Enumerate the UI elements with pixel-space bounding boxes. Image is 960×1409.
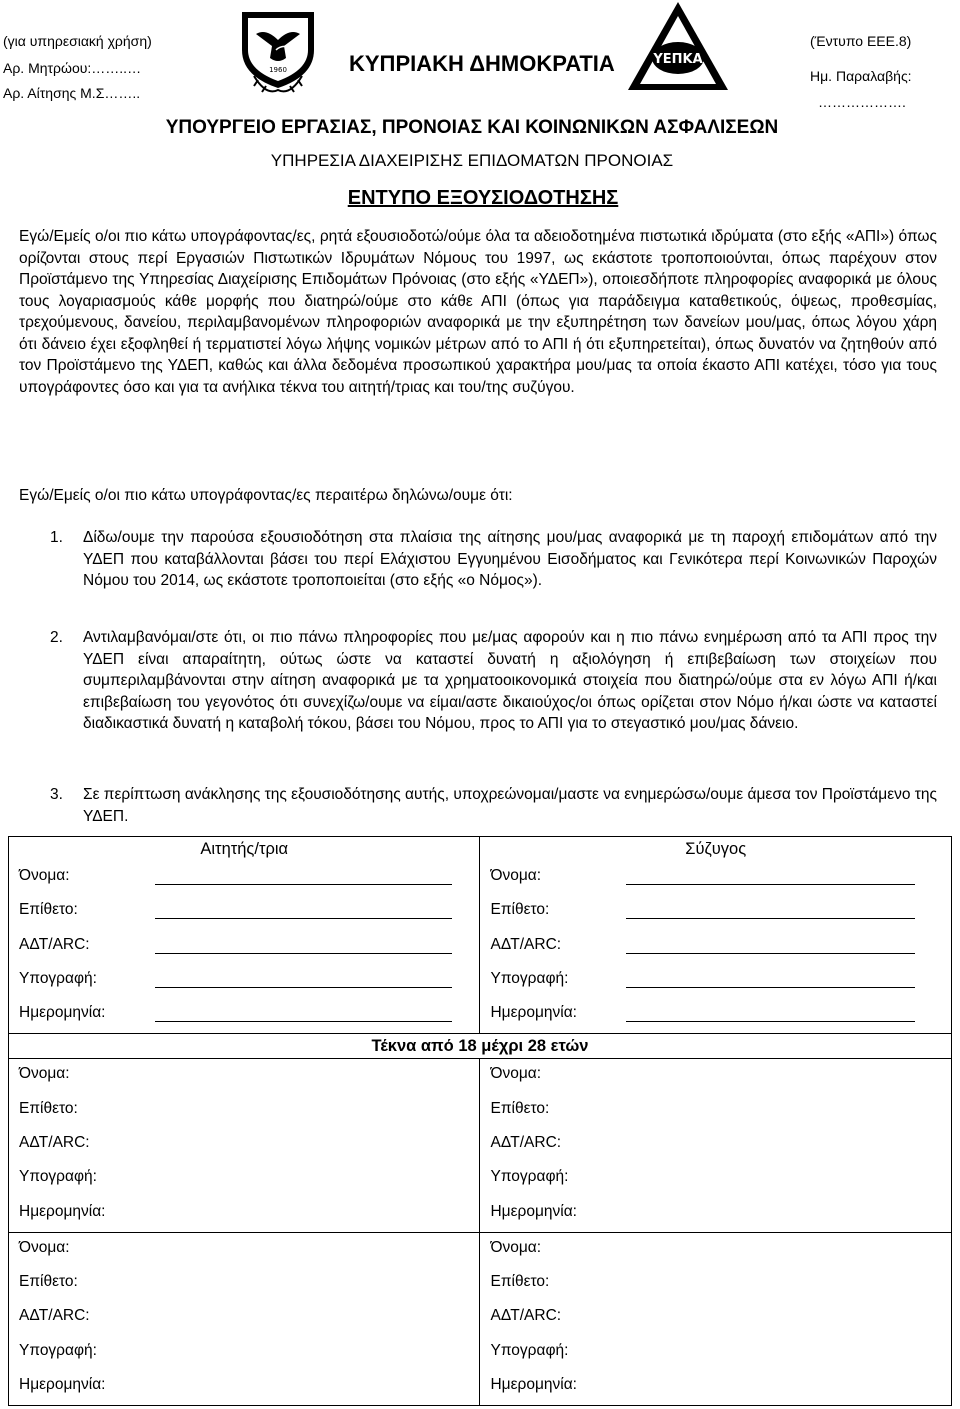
fill-line[interactable] bbox=[155, 884, 452, 885]
authorization-paragraph: Εγώ/Εμείς ο/οι πιο κάτω υπογράφοντας/ες, ρητά εξουσιοδοτώ/ούμε όλα τα αδειοδοτημένα πιστωτικά ιδρύματα (στο εξής «ΑΠΙ») όπως ορίζονται στους περί Εργασιών Πιστωτικών Ιδρυμάτων Νόμους του 1997, ως εκάστοτε τροποποιούνται, όπως παρέχουν στον Προϊστάμενο της Υπηρεσίας Διαχείρισης Επιδομάτων Πρόνοιας (στο εξής «ΥΔΕΠ»), οποιεσδήποτε πληροφορίες αναφορικά με όλους τους λογαριασμούς κάθε μορφής που διατηρώ/ούμε στο κάθε ΑΠΙ (όπως για παράδειγμα καταθετικούς, όψεως, προθεσμίας, τρεχούμενους, δανείου, περιλαμβανομένων πληροφοριών αναφορικά με την εξυπηρέτηση των δανείων μου/μας, όπως λόγου χάρη ότι δάνειο έχει εξοφληθεί ή τερματιστεί λόγω λήψης νομικών μέτρων από το ΑΠΙ ή ότι εξυπηρετείται), όπως δυνατόν να ζητηθούν από τον Προϊστάμενο της ΥΔΕΠ, καθώς και άλλα δεδομένα προσωπικού χαρακτήρα μου/μας τα οποία έκαστο ΑΠΙ κατέχει, τόσο για τους υπογράφοντες όσο και για τα ανήλικα τέκνα του αιτητή/τριας και του/της συζύγου. bbox=[19, 228, 937, 396]
field-label: Ημερομηνία: bbox=[490, 1375, 577, 1393]
field-label: Υπογραφή: bbox=[490, 969, 569, 987]
spouse-surname-field[interactable] bbox=[480, 895, 951, 929]
field-label: Υπογραφή: bbox=[490, 1168, 569, 1186]
field-label: Επίθετο: bbox=[490, 901, 550, 919]
form-code: (Έντυπο ΕΕΕ.8) bbox=[810, 33, 912, 49]
yepka-logo-text: ΥΕΠΚΑ bbox=[653, 52, 703, 67]
cyprus-emblem bbox=[236, 6, 320, 98]
child-3-name-field[interactable] bbox=[9, 1233, 479, 1267]
applicant-date-field[interactable] bbox=[9, 998, 479, 1032]
spouse-id-field[interactable] bbox=[480, 930, 951, 964]
fill-line[interactable] bbox=[155, 1021, 452, 1022]
field-label: Ημερομηνία: bbox=[19, 1004, 106, 1022]
field-label: Όνομα: bbox=[490, 1065, 542, 1083]
child-4-id-field[interactable] bbox=[480, 1301, 951, 1335]
child-1-section bbox=[9, 1059, 480, 1232]
applicant-section bbox=[9, 837, 480, 1034]
field-label: Όνομα: bbox=[19, 867, 70, 884]
field-label: Επίθετο: bbox=[490, 1272, 550, 1290]
registry-number-field: Αρ. Μητρώου:……..… bbox=[3, 60, 142, 76]
service-title: ΥΠΗΡΕΣΙΑ ΔΙΑΧΕΙΡΙΣΗΣ ΕΠΙΔΟΜΑΤΩΝ ΠΡΟΝΟΙΑΣ bbox=[270, 151, 674, 170]
fill-line[interactable] bbox=[155, 953, 452, 954]
item-number: 3. bbox=[50, 786, 63, 803]
field-label: ΑΔΤ/ARC: bbox=[19, 935, 90, 953]
applicant-header: Αιτητής/τρια bbox=[200, 840, 289, 858]
yepka-logo bbox=[626, 0, 730, 92]
applicant-id-field[interactable] bbox=[9, 930, 479, 964]
form-title: ΕΝΤΥΠΟ ΕΞΟΥΣΙΟΔΟΤΗΣΗΣ bbox=[347, 187, 619, 209]
spouse-signature-field[interactable] bbox=[480, 964, 951, 998]
child-3-section bbox=[9, 1232, 480, 1405]
child-1-id-field[interactable] bbox=[9, 1128, 479, 1162]
country-title: ΚΥΠΡΙΑΚΗ ΔΗΜΟΚΡΑΤΙΑ bbox=[349, 51, 615, 76]
fill-line[interactable] bbox=[626, 1021, 915, 1022]
child-3-id-field[interactable] bbox=[9, 1301, 479, 1335]
field-label: Επίθετο: bbox=[490, 1099, 550, 1117]
child-4-name-field[interactable] bbox=[480, 1233, 951, 1267]
child-2-name-field[interactable] bbox=[480, 1059, 951, 1093]
fill-line[interactable] bbox=[626, 884, 915, 885]
spouse-header: Σύζυγος bbox=[685, 840, 747, 858]
child-1-name-field[interactable] bbox=[9, 1059, 479, 1093]
children-header: Τέκνα από 18 μέχρι 28 ετών bbox=[9, 1034, 952, 1059]
field-label: Όνομα: bbox=[490, 1238, 542, 1256]
field-label: ΑΔΤ/ARC: bbox=[490, 935, 562, 953]
field-label: Επίθετο: bbox=[19, 1272, 78, 1290]
item-text: Δίδω/ουμε την παρούσα εξουσιοδότηση στα πλαίσια της αίτησης μου/μας αναφορικά με τη παροχή επιδομάτων από την ΥΔΕΠ που καταβάλλονται βάσει του περί Ελάχιστου Εγγυημένου Εισοδήματος και Γενικότερα περί Κοινωνικών Παροχών Νόμου του 2014, ως εκάστοτε τροποποιείται (στο εξής «ο Νόμος»). bbox=[83, 529, 937, 589]
fill-line[interactable] bbox=[155, 987, 452, 988]
field-label: ΑΔΤ/ARC: bbox=[490, 1307, 562, 1325]
declaration-intro: Εγώ/Εμείς ο/οι πιο κάτω υπογράφοντας/ες περαιτέρω δηλώνω/ουμε ότι: bbox=[19, 487, 513, 504]
child-1-date-field[interactable] bbox=[9, 1197, 479, 1231]
field-label: Υπογραφή: bbox=[19, 969, 97, 987]
field-label: Ημερομηνία: bbox=[490, 1202, 577, 1220]
child-4-date-field[interactable] bbox=[480, 1370, 951, 1404]
field-label: Ημερομηνία: bbox=[490, 1004, 577, 1022]
field-label: Όνομα: bbox=[19, 1238, 70, 1256]
spouse-section bbox=[480, 837, 952, 1034]
signature-table bbox=[8, 836, 952, 1406]
service-use-label: (για υπηρεσιακή χρήση) bbox=[3, 33, 152, 49]
field-label: ΑΔΤ/ARC: bbox=[490, 1134, 562, 1151]
child-2-id-field[interactable] bbox=[480, 1128, 951, 1162]
field-label: Όνομα: bbox=[490, 867, 542, 884]
fill-line[interactable] bbox=[626, 918, 915, 919]
ministry-title: ΥΠΟΥΡΓΕΙΟ ΕΡΓΑΣΙΑΣ, ΠΡΟΝΟΙΑΣ ΚΑΙ ΚΟΙΝΩΝΙΚΩΝ ΑΣΦΑΛΙΣΕΩΝ bbox=[165, 117, 779, 138]
field-label: Ημερομηνία: bbox=[19, 1375, 106, 1393]
field-label: Υπογραφή: bbox=[19, 1341, 97, 1359]
child-4-section bbox=[480, 1232, 952, 1405]
field-label: ΑΔΤ/ARC: bbox=[19, 1307, 90, 1325]
field-label: Επίθετο: bbox=[19, 1099, 78, 1117]
field-label: Επίθετο: bbox=[19, 901, 78, 919]
emblem-year: 1960 bbox=[269, 66, 287, 74]
child-1-surname-field[interactable] bbox=[9, 1094, 479, 1128]
item-number: 1. bbox=[50, 529, 63, 546]
child-2-section bbox=[480, 1059, 952, 1232]
fill-line[interactable] bbox=[626, 953, 915, 954]
field-label: ΑΔΤ/ARC: bbox=[19, 1134, 90, 1151]
spouse-name-field[interactable] bbox=[480, 861, 951, 895]
field-label: Ημερομηνία: bbox=[19, 1202, 106, 1220]
field-label: Όνομα: bbox=[19, 1065, 70, 1083]
child-1-signature-field[interactable] bbox=[9, 1162, 479, 1196]
field-label: Υπογραφή: bbox=[19, 1168, 97, 1186]
application-number-field: Αρ. Αίτησης Μ.Σ…….. bbox=[3, 85, 141, 101]
applicant-surname-field[interactable] bbox=[9, 895, 479, 929]
child-2-signature-field[interactable] bbox=[480, 1162, 951, 1196]
child-4-surname-field[interactable] bbox=[480, 1267, 951, 1301]
item-text: Σε περίπτωση ανάκλησης της εξουσιοδότησης αυτής, υποχρεώνομαι/μαστε να ενημερώσω/ουμε άμεσα τον Προϊστάμενο της ΥΔΕΠ. bbox=[83, 786, 937, 825]
receipt-date-dots: ………………. bbox=[818, 94, 906, 110]
fill-line[interactable] bbox=[155, 918, 452, 919]
applicant-name-field[interactable] bbox=[9, 861, 479, 895]
item-number: 2. bbox=[50, 629, 63, 646]
item-text: Αντιλαμβανόμαι/στε ότι, οι πιο πάνω πληροφορίες που με/μας αφορούν και η πιο πάνω ενημέρωση από τα ΑΠΙ προς την ΥΔΕΠ είναι απαραίτητη, ούτως ώστε να καταστεί δυνατή η αξιολόγηση ή επιβεβαίωση των στοιχείων που συμπεριλαμβάνονται στην αίτηση αναφορικά με τα χρηματοοικονομικά στοιχεία που διατηρώ/ούμε στα εν λόγω ΑΠΙ ή/και επιβεβαίωση του γεγονότος ότι συνεχίζω/ουμε να είμαι/αστε δικαιούχος/οι όπως ορίζεται στον Νόμο ή/και ώστε να καταστεί διαδικαστικά δυνατή η καταβολή τόκου, βάσει του Νόμου, προς το ΑΠΙ για το στεγαστικό μου/μας δάνειο. bbox=[83, 629, 937, 732]
spouse-date-field[interactable] bbox=[480, 998, 951, 1032]
field-label: Υπογραφή: bbox=[490, 1341, 569, 1359]
child-3-date-field[interactable] bbox=[9, 1370, 479, 1404]
fill-line[interactable] bbox=[626, 987, 915, 988]
child-3-signature-field[interactable] bbox=[9, 1336, 479, 1370]
child-3-surname-field[interactable] bbox=[9, 1267, 479, 1301]
applicant-signature-field[interactable] bbox=[9, 964, 479, 998]
child-2-date-field[interactable] bbox=[480, 1197, 951, 1231]
child-2-surname-field[interactable] bbox=[480, 1094, 951, 1128]
receipt-date-label: Ημ. Παραλαβής: bbox=[810, 68, 912, 84]
child-4-signature-field[interactable] bbox=[480, 1336, 951, 1370]
